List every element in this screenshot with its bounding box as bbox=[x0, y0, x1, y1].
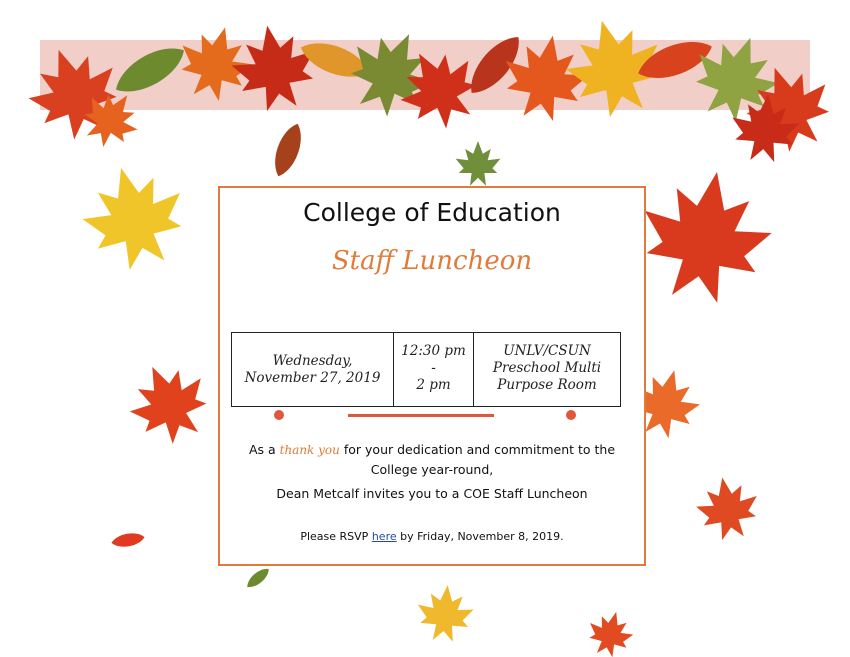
rsvp-line bbox=[220, 530, 644, 543]
invitation-card bbox=[218, 186, 646, 566]
thanks-prefix: As a bbox=[248, 442, 280, 457]
thanks-accent: thank you bbox=[279, 443, 340, 457]
event-details-table bbox=[231, 332, 621, 407]
event-time-separator: - bbox=[431, 360, 436, 376]
rsvp-link[interactable]: here bbox=[371, 530, 397, 543]
leaf-garland bbox=[16, 8, 842, 164]
thank-you-message bbox=[230, 440, 634, 479]
table-divider bbox=[232, 406, 619, 407]
rsvp-suffix: by Friday, November 8, 2019. bbox=[396, 530, 564, 543]
rsvp-prefix: Please RSVP bbox=[300, 530, 372, 543]
event-date-weekday: Wednesday, bbox=[272, 352, 353, 369]
event-date-full: November 27, 2019 bbox=[244, 369, 381, 386]
event-subtitle: Staff Luncheon bbox=[331, 246, 533, 276]
event-location-cell bbox=[474, 333, 620, 406]
event-location-line3: Purpose Room bbox=[497, 377, 597, 393]
event-location-line2: Preschool Multi bbox=[492, 360, 602, 376]
decorative-dot-right bbox=[566, 410, 576, 420]
page-title: College of Education bbox=[303, 198, 561, 227]
event-time-cell bbox=[394, 333, 474, 406]
event-date-cell bbox=[232, 333, 394, 406]
event-time-start: 12:30 pm bbox=[401, 343, 466, 359]
decorative-dot-left bbox=[274, 410, 284, 420]
thanks-suffix: for your dedication and commitment to the College year-round, bbox=[339, 442, 616, 477]
event-location-line1: UNLV/CSUN bbox=[503, 343, 591, 359]
event-time-end: 2 pm bbox=[416, 377, 451, 393]
invitation-line: Dean Metcalf invites you to a COE Staff Luncheon bbox=[276, 486, 588, 501]
decorative-bar bbox=[348, 414, 494, 417]
